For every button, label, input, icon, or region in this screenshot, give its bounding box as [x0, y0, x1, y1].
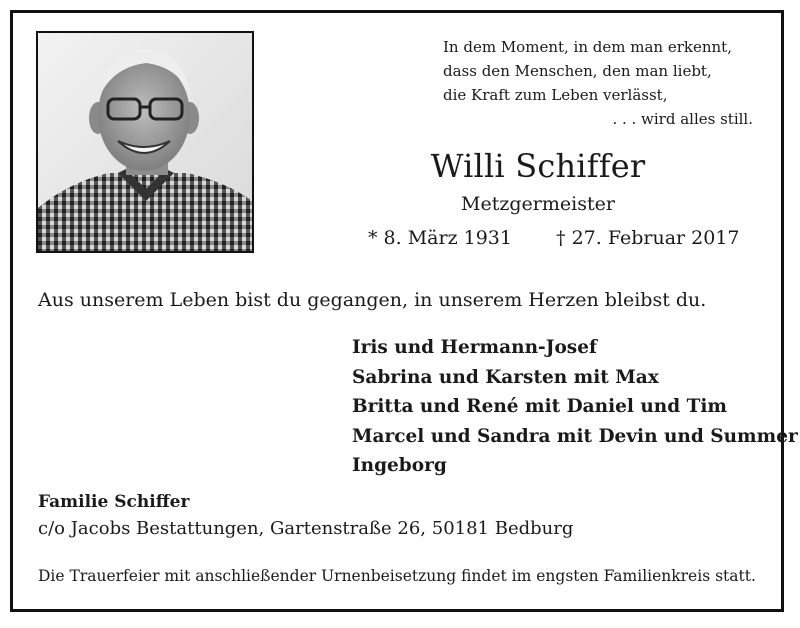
obituary-frame [10, 10, 798, 612]
mourner-entry: Sabrina und Karsten mit Max [352, 366, 659, 388]
life-dates [368, 227, 740, 249]
sender-address: c/o Jacobs Bestattungen, Gartenstraße 26, 50181 Bedburg [38, 518, 574, 539]
mourner-entry: Marcel und Sandra mit Devin und Summer [352, 425, 798, 447]
mourners-list [352, 333, 798, 481]
deceased-occupation: Metzgermeister [461, 193, 615, 215]
mourner-entry: Ingeborg [352, 455, 447, 476]
quote-line: die Kraft zum Leben verlässt, [443, 86, 668, 104]
portrait-photo [36, 31, 254, 253]
mourner-entry: Britta und René mit Daniel und Tim [352, 396, 727, 417]
quote-line: dass den Menschen, den man liebt, [443, 62, 712, 80]
quote-line: . . . wird alles still. [612, 110, 753, 128]
birth-date: * 8. März 1931 [368, 227, 512, 249]
death-date: † 27. Februar 2017 [556, 227, 740, 249]
memorial-sentence: Aus unserem Leben bist du gegangen, in unserem Herzen bleibst du. [38, 289, 707, 311]
deceased-name: Willi Schiffer [430, 147, 646, 185]
quote-block [443, 35, 763, 131]
mourner-entry: Iris und Hermann-Josef [352, 337, 597, 358]
funeral-notice: Die Trauerfeier mit anschließender Urnenbeisetzung findet im engsten Familienkreis statt. [38, 567, 756, 585]
quote-line: In dem Moment, in dem man erkennt, [443, 38, 732, 56]
sender-name: Familie Schiffer [38, 492, 190, 512]
